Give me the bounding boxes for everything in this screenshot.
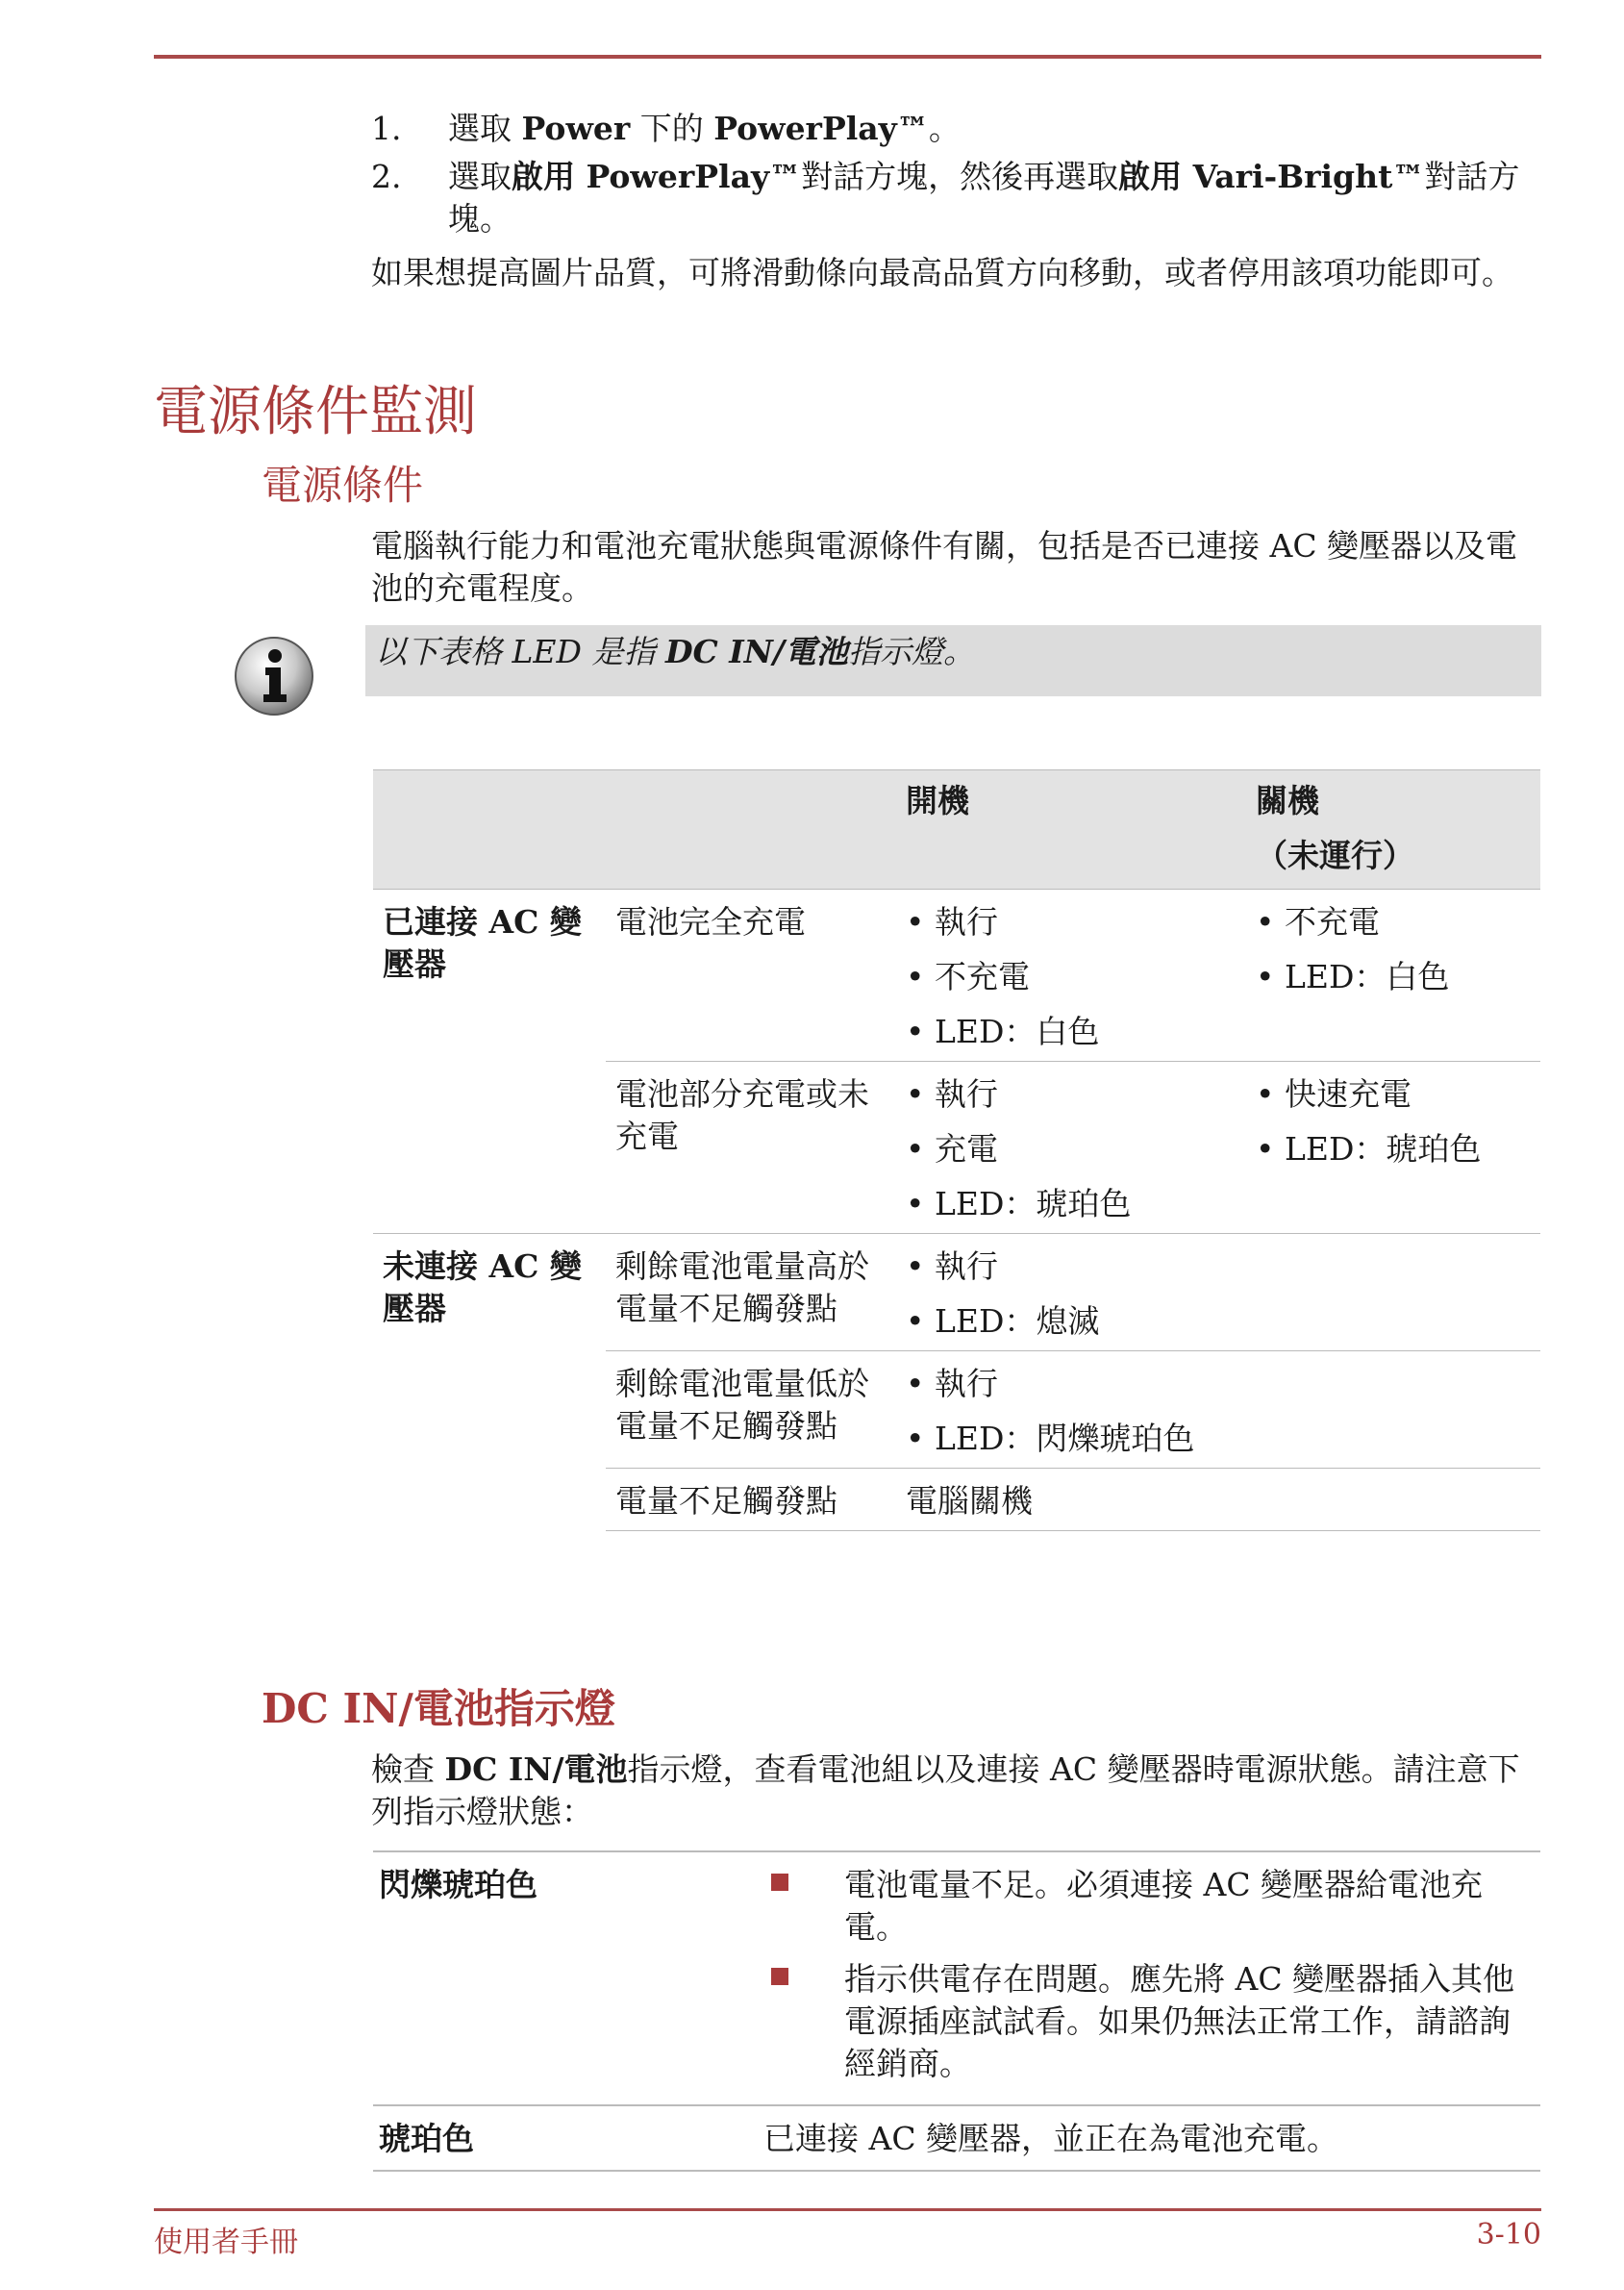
header-cell-on: 開機: [896, 770, 1246, 890]
off-item: • 快速充電: [1256, 1075, 1412, 1113]
on-item: • 充電: [906, 1130, 998, 1168]
on-item: • LED：白色: [906, 1013, 1100, 1050]
on-item: • 執行: [906, 1075, 998, 1113]
square-bullet-icon: [771, 1874, 788, 1891]
step-text-part: 啟用 PowerPlay™: [512, 158, 802, 195]
header-cell: [606, 770, 896, 890]
table-row: [373, 1851, 1540, 2105]
on-cell: [896, 1351, 1246, 1469]
step-item: [371, 156, 1544, 240]
dcin-title: DC IN/電池指示燈: [262, 1685, 615, 1732]
off-cell: [1246, 1062, 1540, 1234]
step-text-part: 啟用 Vari-Bright™: [1118, 158, 1425, 195]
note-text-part: 以下表格 LED 是指: [375, 633, 665, 670]
footer-title: 使用者手冊: [154, 2226, 298, 2259]
group-label: 已連接 AC 變壓器: [373, 890, 606, 1234]
condition-cell: 電量不足觸發點: [606, 1469, 896, 1531]
on-cell: [896, 1234, 1246, 1351]
step-text-part: 對話方塊。: [448, 158, 1520, 238]
note-text: [365, 625, 1541, 679]
header-rule: [154, 55, 1541, 59]
table-row: [373, 1234, 1540, 1351]
state-cell: 閃爍琥珀色: [373, 1851, 758, 2105]
note-text-part: DC IN/電池: [664, 633, 848, 670]
header-off-line: 關機: [1256, 782, 1319, 819]
step-text: [448, 156, 1544, 240]
condition-cell: 電池完全充電: [606, 890, 896, 1062]
note-box: [365, 625, 1541, 696]
off-cell: [1246, 1469, 1540, 1531]
off-cell: [1246, 890, 1540, 1062]
subsection-title: 電源條件: [262, 462, 424, 509]
step-text-part: Power: [521, 110, 631, 147]
step-text-part: 下的: [630, 110, 714, 147]
on-item: • 不充電: [906, 958, 1030, 995]
table-header-row: [373, 770, 1540, 890]
dcin-paragraph: [371, 1749, 1544, 1833]
on-item: • LED：琥珀色: [906, 1185, 1132, 1222]
step-item: [371, 108, 1544, 150]
indicator-table: [373, 1850, 1540, 2172]
condition-cell: 剩餘電池電量高於電量不足觸發點: [606, 1234, 896, 1351]
step-text-part: 。: [928, 110, 961, 147]
page-number: 3-10: [1476, 2218, 1541, 2252]
on-item: 電腦關機: [906, 1482, 1033, 1520]
dcin-para-part: 指示燈，查看電池組以及連接 AC 變壓器時電源狀態。請注意下列指示燈狀態：: [371, 1750, 1520, 1830]
table-row: [373, 2105, 1540, 2171]
off-item: • LED：白色: [1256, 958, 1450, 995]
description-cell: 已連接 AC 變壓器，並正在為電池充電。: [758, 2105, 1540, 2171]
step-text-part: 對話方塊，然後再選取: [801, 158, 1119, 195]
header-cell: [373, 770, 606, 890]
on-cell: [896, 890, 1246, 1062]
dcin-para-part: 檢查: [371, 1750, 445, 1788]
step-number: 2.: [371, 158, 402, 195]
description-cell: [758, 1851, 1540, 2105]
table-row: [373, 890, 1540, 1062]
on-cell: [896, 1469, 1246, 1531]
list-item-text: 指示供電存在問題。應先將 AC 變壓器插入其他電源插座試試看。如果仍無法正常工作，請諮詢經銷商。: [844, 1960, 1515, 2082]
step-text-part: 選取: [448, 158, 512, 195]
off-item: • 不充電: [1256, 903, 1380, 941]
on-cell: [896, 1062, 1246, 1234]
power-paragraph: 電腦執行能力和電池充電狀態與電源條件有關，包括是否已連接 AC 變壓器以及電池的充電程度。: [371, 527, 1518, 607]
step-text: [448, 108, 1544, 150]
header-off-line: （未運行）: [1256, 837, 1414, 874]
on-item: • 執行: [906, 903, 998, 941]
section-title: 電源條件監測: [154, 381, 477, 443]
on-item: • LED：熄滅: [906, 1302, 1100, 1340]
step-number: 1.: [371, 110, 402, 147]
info-icon: [231, 633, 317, 719]
on-item: • 執行: [906, 1365, 998, 1402]
condition-cell: 電池部分充電或未充電: [606, 1062, 896, 1234]
led-table: [373, 769, 1540, 1531]
condition-cell: 剩餘電池電量低於電量不足觸發點: [606, 1351, 896, 1469]
square-bullet-icon: [771, 1968, 788, 1985]
dcin-para-part: DC IN/電池: [444, 1750, 628, 1788]
steps-list: [371, 108, 1544, 246]
group-label: 未連接 AC 變壓器: [373, 1234, 606, 1531]
on-item: • LED：閃爍琥珀色: [906, 1420, 1195, 1457]
list-item: [763, 1864, 1535, 1949]
step-text-part: 選取: [448, 110, 522, 147]
header-cell-off: [1246, 770, 1540, 890]
list-item-text: 電池電量不足。必須連接 AC 變壓器給電池充電。: [844, 1866, 1484, 1946]
off-cell: [1246, 1234, 1540, 1351]
footer-rule: [154, 2208, 1541, 2211]
off-item: • LED：琥珀色: [1256, 1130, 1482, 1168]
note-text-part: 指示燈。: [847, 633, 975, 670]
on-item: • 執行: [906, 1247, 998, 1285]
intro-paragraph: 如果想提高圖片品質，可將滑動條向最高品質方向移動，或者停用該項功能即可。: [371, 254, 1513, 291]
state-cell: 琥珀色: [373, 2105, 758, 2171]
step-text-part: PowerPlay™: [713, 110, 929, 147]
list-item: [763, 1958, 1535, 2085]
off-cell: [1246, 1351, 1540, 1469]
